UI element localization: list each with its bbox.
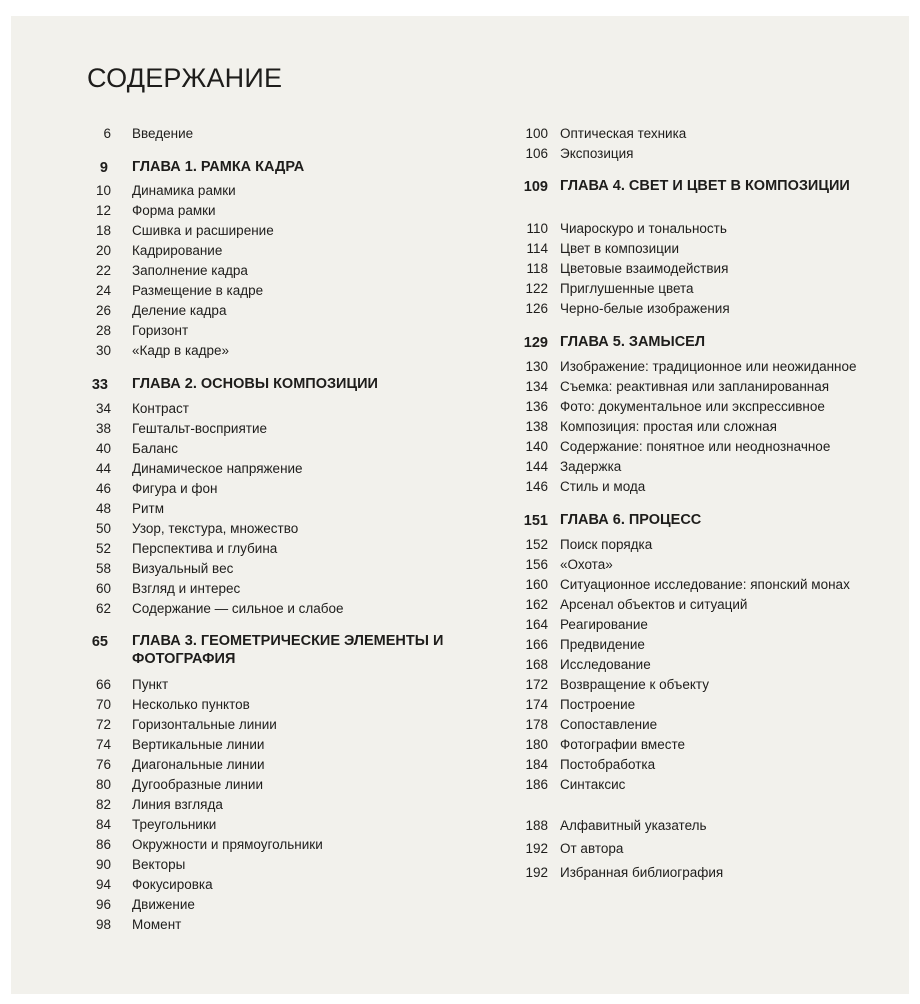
toc-entry-title: Размещение в кадре — [132, 283, 264, 298]
toc-entry-title: Линия взгляда — [132, 797, 223, 812]
toc-page-number: 48 — [95, 501, 111, 516]
toc-page-number: 74 — [95, 737, 111, 752]
toc-entry-title: Задержка — [560, 459, 622, 474]
toc-page-number: 129 — [523, 335, 548, 351]
toc-entry-title: Стиль и мода — [560, 479, 646, 494]
toc-page-number: 20 — [95, 243, 111, 258]
toc-entry-title: Избранная библиография — [560, 865, 724, 880]
toc-page-number: 10 — [95, 183, 111, 198]
toc-entry-title: Фокусировка — [132, 877, 213, 892]
toc-page-number: 24 — [95, 283, 111, 298]
toc-page-number: 110 — [526, 221, 548, 236]
toc-page-number: 66 — [95, 677, 111, 692]
toc-page-number: 84 — [95, 817, 111, 832]
toc-page-number: 166 — [525, 637, 548, 652]
toc-entry-title: Деление кадра — [132, 303, 227, 318]
toc-entry-title: Гештальт-восприятие — [132, 421, 267, 436]
toc-page-number: 114 — [526, 241, 548, 256]
toc-entry-title: Сопоставление — [560, 717, 658, 732]
page-title: СОДЕРЖАНИЕ — [87, 63, 283, 93]
toc-entry-title: Окружности и прямоугольники — [132, 837, 323, 852]
toc-entry-title: Сшивка и расширение — [132, 223, 274, 238]
toc-page-number: 12 — [95, 203, 111, 218]
toc-entry-title: Несколько пунктов — [132, 697, 250, 712]
toc-page-number: 28 — [95, 323, 111, 338]
toc-page-number: 96 — [95, 897, 111, 912]
toc-page-number: 180 — [525, 737, 548, 752]
toc-entry-title: Оптическая техника — [560, 126, 687, 141]
toc-entry-title: Движение — [132, 897, 195, 912]
toc-entry-title: Содержание — сильное и слабое — [132, 601, 344, 616]
toc-page-number: 164 — [525, 617, 548, 632]
toc-chapter-title: ГЛАВА 5. ЗАМЫСЕЛ — [560, 334, 706, 350]
toc-entry-title: Баланс — [132, 441, 178, 456]
toc-entry-title: Горизонтальные линии — [132, 717, 277, 732]
toc-entry-title: Диагональные линии — [132, 757, 265, 772]
toc-page-number: 60 — [95, 581, 111, 596]
toc-entry-title: Горизонт — [132, 323, 189, 338]
toc-page-number: 100 — [525, 126, 548, 141]
toc-entry-title: Синтаксис — [560, 777, 626, 792]
toc-page-number: 156 — [525, 557, 548, 572]
toc-page-number: 152 — [525, 537, 548, 552]
toc-entry-title: Дугообразные линии — [132, 777, 263, 792]
toc-page-number: 168 — [525, 657, 548, 672]
toc-page-number: 138 — [525, 419, 548, 434]
toc-entry-title: «Охота» — [560, 557, 613, 572]
toc-page-number: 172 — [525, 677, 548, 692]
toc-page-number: 86 — [95, 837, 111, 852]
toc-entry-title: Форма рамки — [132, 203, 216, 218]
toc-page-number: 33 — [91, 377, 108, 393]
toc-page-number: 52 — [95, 541, 111, 556]
toc-entry-title: Фигура и фон — [132, 481, 218, 496]
toc-entry-title: Векторы — [132, 857, 186, 872]
toc-entry-title: Перспектива и глубина — [132, 541, 278, 556]
toc-entry-title: Экспозиция — [560, 146, 634, 161]
toc-page-number: 118 — [526, 261, 548, 276]
toc-entry-title: Узор, текстура, множество — [132, 521, 299, 536]
toc-entry-title: Пункт — [132, 677, 169, 692]
toc-entry-title: Арсенал объектов и ситуаций — [560, 597, 748, 612]
toc-entry-title: Возвращение к объекту — [560, 677, 709, 692]
toc-page-number: 98 — [95, 917, 111, 932]
toc-entry-title: Реагирование — [560, 617, 648, 632]
toc-entry-title: Приглушенные цвета — [560, 281, 694, 296]
toc-entry-title: Введение — [132, 126, 194, 141]
toc-page-number: 146 — [525, 479, 548, 494]
toc-page-number: 76 — [95, 757, 111, 772]
toc-chapter-title: ГЛАВА 2. ОСНОВЫ КОМПОЗИЦИИ — [132, 376, 378, 392]
toc-page-number: 106 — [525, 146, 548, 161]
toc-page-number: 122 — [525, 281, 548, 296]
toc-page-number: 126 — [525, 301, 548, 316]
toc-page-number: 65 — [91, 634, 108, 650]
toc-entry-title: Треугольники — [132, 817, 217, 832]
toc-page-number: 80 — [95, 777, 111, 792]
toc-entry-title: Фото: документальное или экспрессивное — [560, 399, 825, 414]
toc-entry-title: Ситуационное исследование: японский монах — [560, 577, 850, 592]
toc-page-number: 160 — [525, 577, 548, 592]
toc-page-number: 58 — [95, 561, 111, 576]
toc-page-number: 40 — [95, 441, 111, 456]
toc-entry-title: «Кадр в кадре» — [132, 343, 230, 358]
toc-entry-title: Исследование — [560, 657, 651, 672]
toc-entry-title: Визуальный вес — [132, 561, 234, 576]
toc-entry-title: От автора — [560, 841, 624, 856]
toc-entry-title: Динамика рамки — [132, 183, 236, 198]
toc-entry-title: Построение — [560, 697, 636, 712]
toc-entry-title: Цвет в композиции — [560, 241, 679, 256]
toc-page-number: 34 — [95, 401, 111, 416]
toc-page-number: 162 — [525, 597, 548, 612]
toc-entry-title: Предвидение — [560, 637, 645, 652]
toc-page-number: 144 — [525, 459, 548, 474]
toc-chapter-title: ГЛАВА 4. СВЕТ И ЦВЕТ В КОМПОЗИЦИИ — [560, 178, 850, 194]
toc-page-number: 50 — [95, 521, 111, 536]
toc-page-number: 186 — [525, 777, 548, 792]
toc-page-number: 44 — [95, 461, 111, 476]
toc-page-number: 30 — [95, 343, 111, 358]
toc-entry-title: Цветовые взаимодействия — [560, 261, 729, 276]
toc-page-number: 140 — [525, 439, 548, 454]
toc-entry-title: Содержание: понятное или неоднозначное — [560, 439, 831, 454]
toc-page-number: 151 — [523, 513, 548, 529]
toc-chapter-title: ГЛАВА 3. ГЕОМЕТРИЧЕСКИЕ ЭЛЕМЕНТЫ И ФОТОГРАФИЯ — [132, 633, 444, 667]
toc-page-number: 38 — [95, 421, 111, 436]
toc-page-number: 6 — [103, 126, 111, 141]
toc-entry-title: Ритм — [132, 501, 165, 516]
toc-page-number: 70 — [95, 697, 111, 712]
toc-page — [11, 16, 909, 994]
toc-entry-title: Взгляд и интерес — [132, 581, 241, 596]
toc-entry-title: Композиция: простая или сложная — [560, 419, 777, 434]
toc-page-number: 22 — [95, 263, 111, 278]
toc-page-number: 72 — [95, 717, 111, 732]
toc-page-number: 136 — [525, 399, 548, 414]
toc-page-number: 109 — [523, 179, 548, 195]
toc-entry-title: Контраст — [132, 401, 189, 416]
toc-page-number: 192 — [525, 865, 548, 880]
toc-page-number: 62 — [95, 601, 111, 616]
toc-entry-title: Момент — [132, 917, 182, 932]
toc-chapter-title: ГЛАВА 1. РАМКА КАДРА — [132, 159, 305, 175]
toc-page-number: 188 — [525, 818, 548, 833]
toc-entry-title: Съемка: реактивная или запланированная — [560, 379, 830, 394]
toc-entry-title: Заполнение кадра — [132, 263, 248, 278]
toc-entry-title: Чиароскуро и тональность — [560, 221, 727, 236]
toc-page-number: 178 — [525, 717, 548, 732]
toc-entry-title: Постобработка — [560, 757, 656, 772]
toc-entry-title: Поиск порядка — [560, 537, 653, 552]
toc-page-number: 46 — [95, 481, 111, 496]
toc-chapter-title: ГЛАВА 6. ПРОЦЕСС — [560, 512, 702, 528]
toc-entry-title: Фотографии вместе — [560, 737, 685, 752]
toc-entry-title: Алфавитный указатель — [560, 818, 707, 833]
toc-page-number: 174 — [525, 697, 548, 712]
toc-page-number: 18 — [95, 223, 111, 238]
toc-page-number: 9 — [99, 160, 108, 176]
toc-page-number: 184 — [525, 757, 548, 772]
toc-page-number: 192 — [525, 841, 548, 856]
toc-page-number: 26 — [95, 303, 111, 318]
toc-entry-title: Изображение: традиционное или неожиданное — [560, 359, 857, 374]
toc-page-number: 134 — [525, 379, 548, 394]
toc-page-number: 130 — [525, 359, 548, 374]
toc-page-number: 82 — [95, 797, 111, 812]
toc-page-number: 94 — [95, 877, 111, 892]
toc-entry-title: Динамическое напряжение — [132, 461, 303, 476]
toc-entry-title: Черно-белые изображения — [560, 301, 730, 316]
toc-entry-title: Вертикальные линии — [132, 737, 265, 752]
toc-entry-title: Кадрирование — [132, 243, 223, 258]
toc-page-number: 90 — [95, 857, 111, 872]
